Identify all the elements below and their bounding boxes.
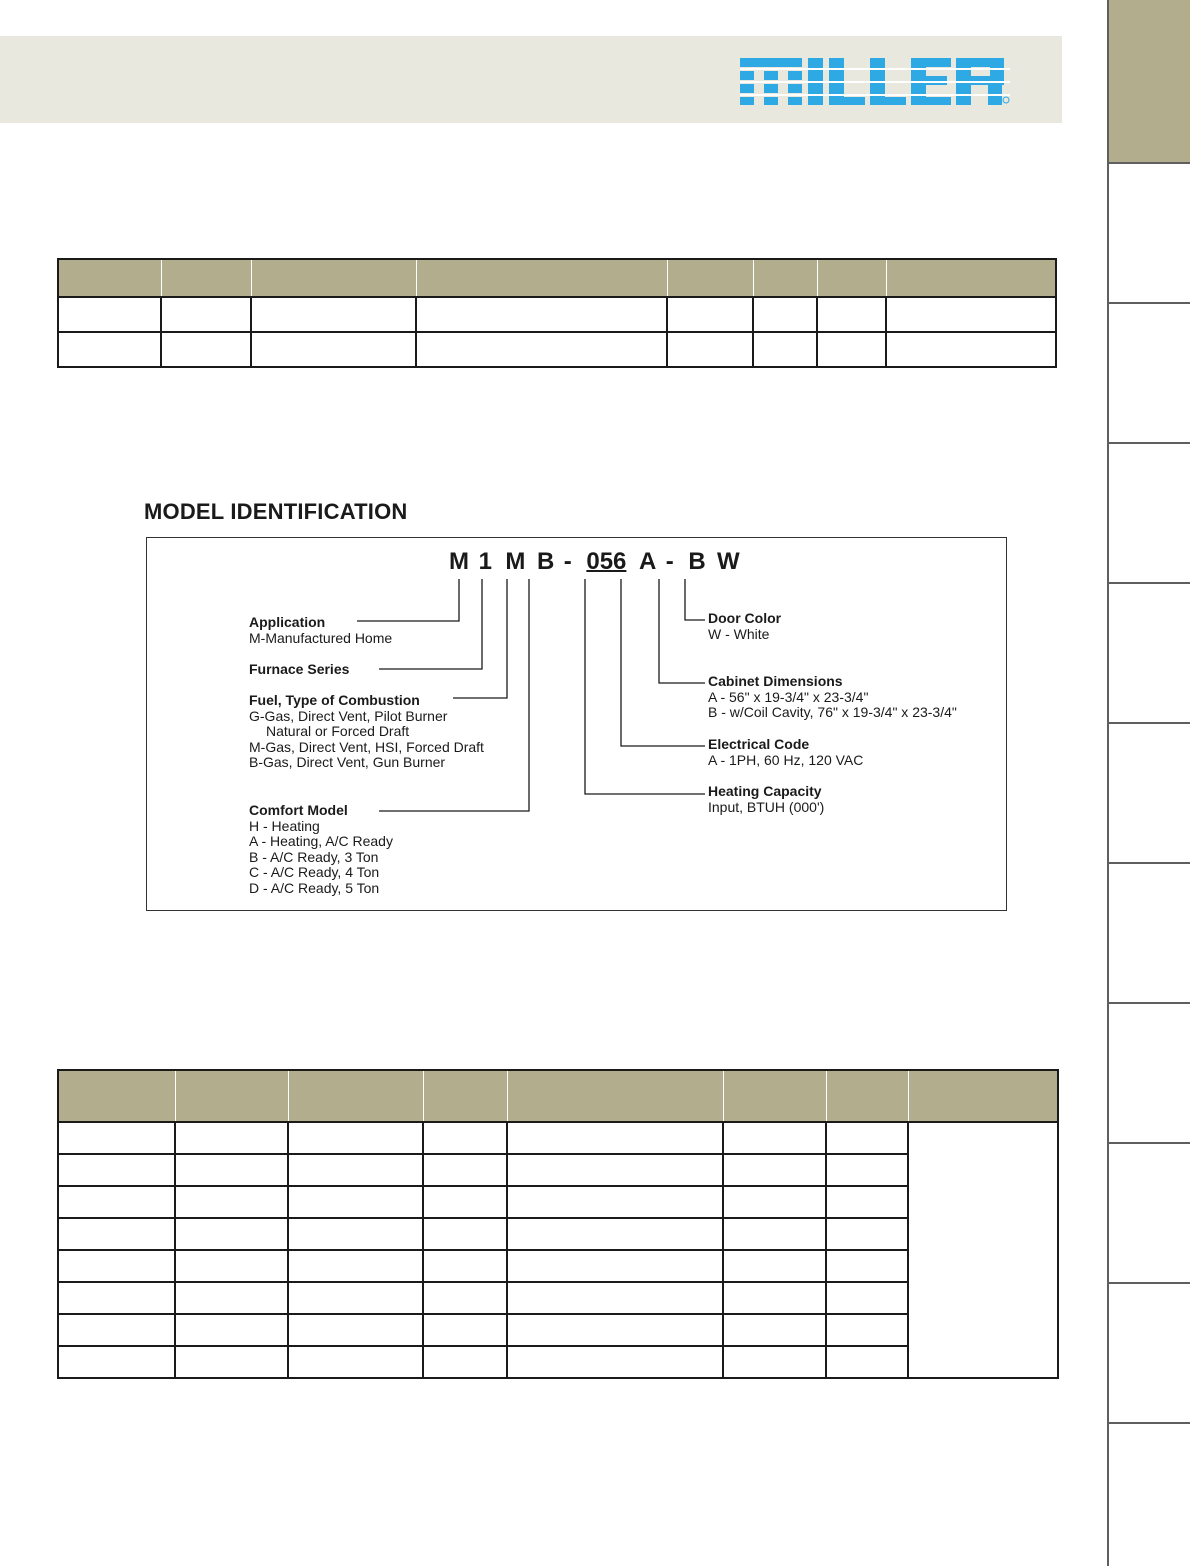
table-cell	[826, 1346, 908, 1378]
table-cell	[507, 1314, 723, 1346]
section-tab[interactable]	[1109, 1144, 1190, 1284]
table-cell	[826, 1218, 908, 1250]
table-cell	[175, 1154, 288, 1186]
column-header	[886, 259, 1056, 297]
table-cell	[507, 1250, 723, 1282]
table-cell	[826, 1122, 908, 1154]
table-cell	[507, 1122, 723, 1154]
table-cell	[58, 1122, 175, 1154]
code-char: W	[717, 548, 740, 575]
table-cell	[175, 1186, 288, 1218]
table-cell	[826, 1250, 908, 1282]
heating-capacity-label: Heating Capacity Input, BTUH (000')	[708, 783, 825, 815]
code-char: 1	[478, 548, 493, 575]
column-header	[723, 1070, 826, 1122]
table-cell	[667, 297, 753, 332]
table-cell	[58, 1282, 175, 1314]
table-cell	[161, 297, 251, 332]
table-cell	[423, 1122, 507, 1154]
column-header	[58, 1070, 175, 1122]
section-tab-active[interactable]	[1109, 0, 1190, 164]
model-code	[449, 548, 740, 576]
table-cell	[817, 297, 886, 332]
table-cell	[753, 297, 817, 332]
table-cell	[826, 1282, 908, 1314]
table-row	[58, 297, 1056, 332]
code-char: -	[563, 548, 572, 575]
fuel-label: Fuel, Type of Combustion G-Gas, Direct Vent, Pilot Burner Natural or Forced Draft M-Gas, Direct Vent, HSI, Forced Draft B-Gas, Direct Vent, Gun Burner	[249, 692, 484, 771]
comfort-model-label: Comfort Model H - Heating A - Heating, A/C Ready B - A/C Ready, 3 Ton C - A/C Ready, 4 Ton D - A/C Ready, 5 Ton	[249, 802, 393, 896]
table-cell	[423, 1346, 507, 1378]
section-tab[interactable]	[1109, 304, 1190, 444]
section-tab[interactable]	[1109, 1284, 1190, 1424]
application-label: Application M-Manufactured Home	[249, 614, 393, 646]
table-cell	[58, 1186, 175, 1218]
table-cell	[251, 297, 416, 332]
table-cell	[288, 1122, 423, 1154]
section-tab[interactable]	[1109, 164, 1190, 304]
table-cell	[175, 1346, 288, 1378]
table-cell	[723, 1218, 826, 1250]
table-header-row	[58, 259, 1056, 297]
table-cell	[723, 1282, 826, 1314]
table-cell	[826, 1154, 908, 1186]
table-cell	[175, 1250, 288, 1282]
table-cell	[817, 332, 886, 367]
code-char: B	[688, 548, 706, 575]
column-header	[817, 259, 886, 297]
table-cell	[507, 1282, 723, 1314]
table-cell	[288, 1186, 423, 1218]
table-cell	[423, 1186, 507, 1218]
table-cell	[288, 1218, 423, 1250]
table-cell	[723, 1154, 826, 1186]
table-cell	[423, 1250, 507, 1282]
table-cell	[507, 1346, 723, 1378]
column-header	[826, 1070, 908, 1122]
model-identification-title: MODEL IDENTIFICATION	[144, 499, 408, 524]
specs-table-top	[57, 258, 1057, 368]
table-cell	[723, 1250, 826, 1282]
section-tab[interactable]	[1109, 864, 1190, 1004]
section-tab[interactable]	[1109, 444, 1190, 584]
specs-table-bottom	[57, 1069, 1059, 1379]
table-cell	[416, 332, 667, 367]
model-identification-diagram	[146, 537, 1007, 911]
table-cell	[175, 1218, 288, 1250]
table-cell	[288, 1154, 423, 1186]
table-cell	[826, 1314, 908, 1346]
table-cell	[175, 1282, 288, 1314]
table-cell	[826, 1186, 908, 1218]
code-capacity: 056	[586, 548, 627, 575]
column-header	[667, 259, 753, 297]
table-cell	[58, 332, 161, 367]
section-tab[interactable]	[1109, 724, 1190, 864]
table-cell	[175, 1314, 288, 1346]
miller-logo	[740, 56, 1010, 106]
column-header	[288, 1070, 423, 1122]
table-cell	[507, 1186, 723, 1218]
table-cell	[58, 297, 161, 332]
door-color-label: Door Color W - White	[708, 610, 782, 642]
table-cell	[886, 332, 1056, 367]
table-row	[58, 332, 1056, 367]
table-cell	[723, 1314, 826, 1346]
cabinet-dimensions-label: Cabinet Dimensions A - 56" x 19-3/4" x 23-3/4" B - w/Coil Cavity, 76" x 19-3/4" x 23-3/4"	[708, 673, 957, 721]
column-header	[908, 1070, 1058, 1122]
section-tab[interactable]	[1109, 584, 1190, 724]
table-cell	[58, 1346, 175, 1378]
table-cell	[416, 297, 667, 332]
table-cell	[723, 1186, 826, 1218]
column-header	[507, 1070, 723, 1122]
table-cell	[175, 1122, 288, 1154]
code-char: M	[505, 548, 526, 575]
table-header-row	[58, 1070, 1058, 1122]
table-cell	[288, 1250, 423, 1282]
section-tabs	[1107, 0, 1190, 1566]
table-cell	[58, 1250, 175, 1282]
table-cell	[723, 1346, 826, 1378]
table-cell	[507, 1218, 723, 1250]
table-cell	[723, 1122, 826, 1154]
electrical-code-label: Electrical Code A - 1PH, 60 Hz, 120 VAC	[708, 736, 864, 768]
code-char: B	[537, 548, 555, 575]
table-cell	[507, 1154, 723, 1186]
table-cell	[886, 297, 1056, 332]
table-cell	[58, 1314, 175, 1346]
column-header	[423, 1070, 507, 1122]
code-char: A	[639, 548, 657, 575]
table-cell	[753, 332, 817, 367]
table-cell	[667, 332, 753, 367]
code-char: M	[449, 548, 469, 575]
table-cell	[288, 1314, 423, 1346]
column-header	[753, 259, 817, 297]
section-tab[interactable]	[1109, 1004, 1190, 1144]
column-header	[175, 1070, 288, 1122]
table-cell	[423, 1314, 507, 1346]
column-header	[161, 259, 251, 297]
table-cell	[251, 332, 416, 367]
table-cell	[423, 1218, 507, 1250]
table-cell	[161, 332, 251, 367]
merged-cell	[908, 1122, 1058, 1378]
table-cell	[58, 1154, 175, 1186]
column-header	[58, 259, 161, 297]
table-cell	[423, 1282, 507, 1314]
table-cell	[288, 1346, 423, 1378]
code-char: -	[665, 548, 674, 575]
table-row	[58, 1122, 1058, 1154]
column-header	[251, 259, 416, 297]
column-header	[416, 259, 667, 297]
table-cell	[58, 1218, 175, 1250]
table-cell	[423, 1154, 507, 1186]
table-cell	[288, 1282, 423, 1314]
furnace-series-label: Furnace Series	[249, 661, 350, 677]
